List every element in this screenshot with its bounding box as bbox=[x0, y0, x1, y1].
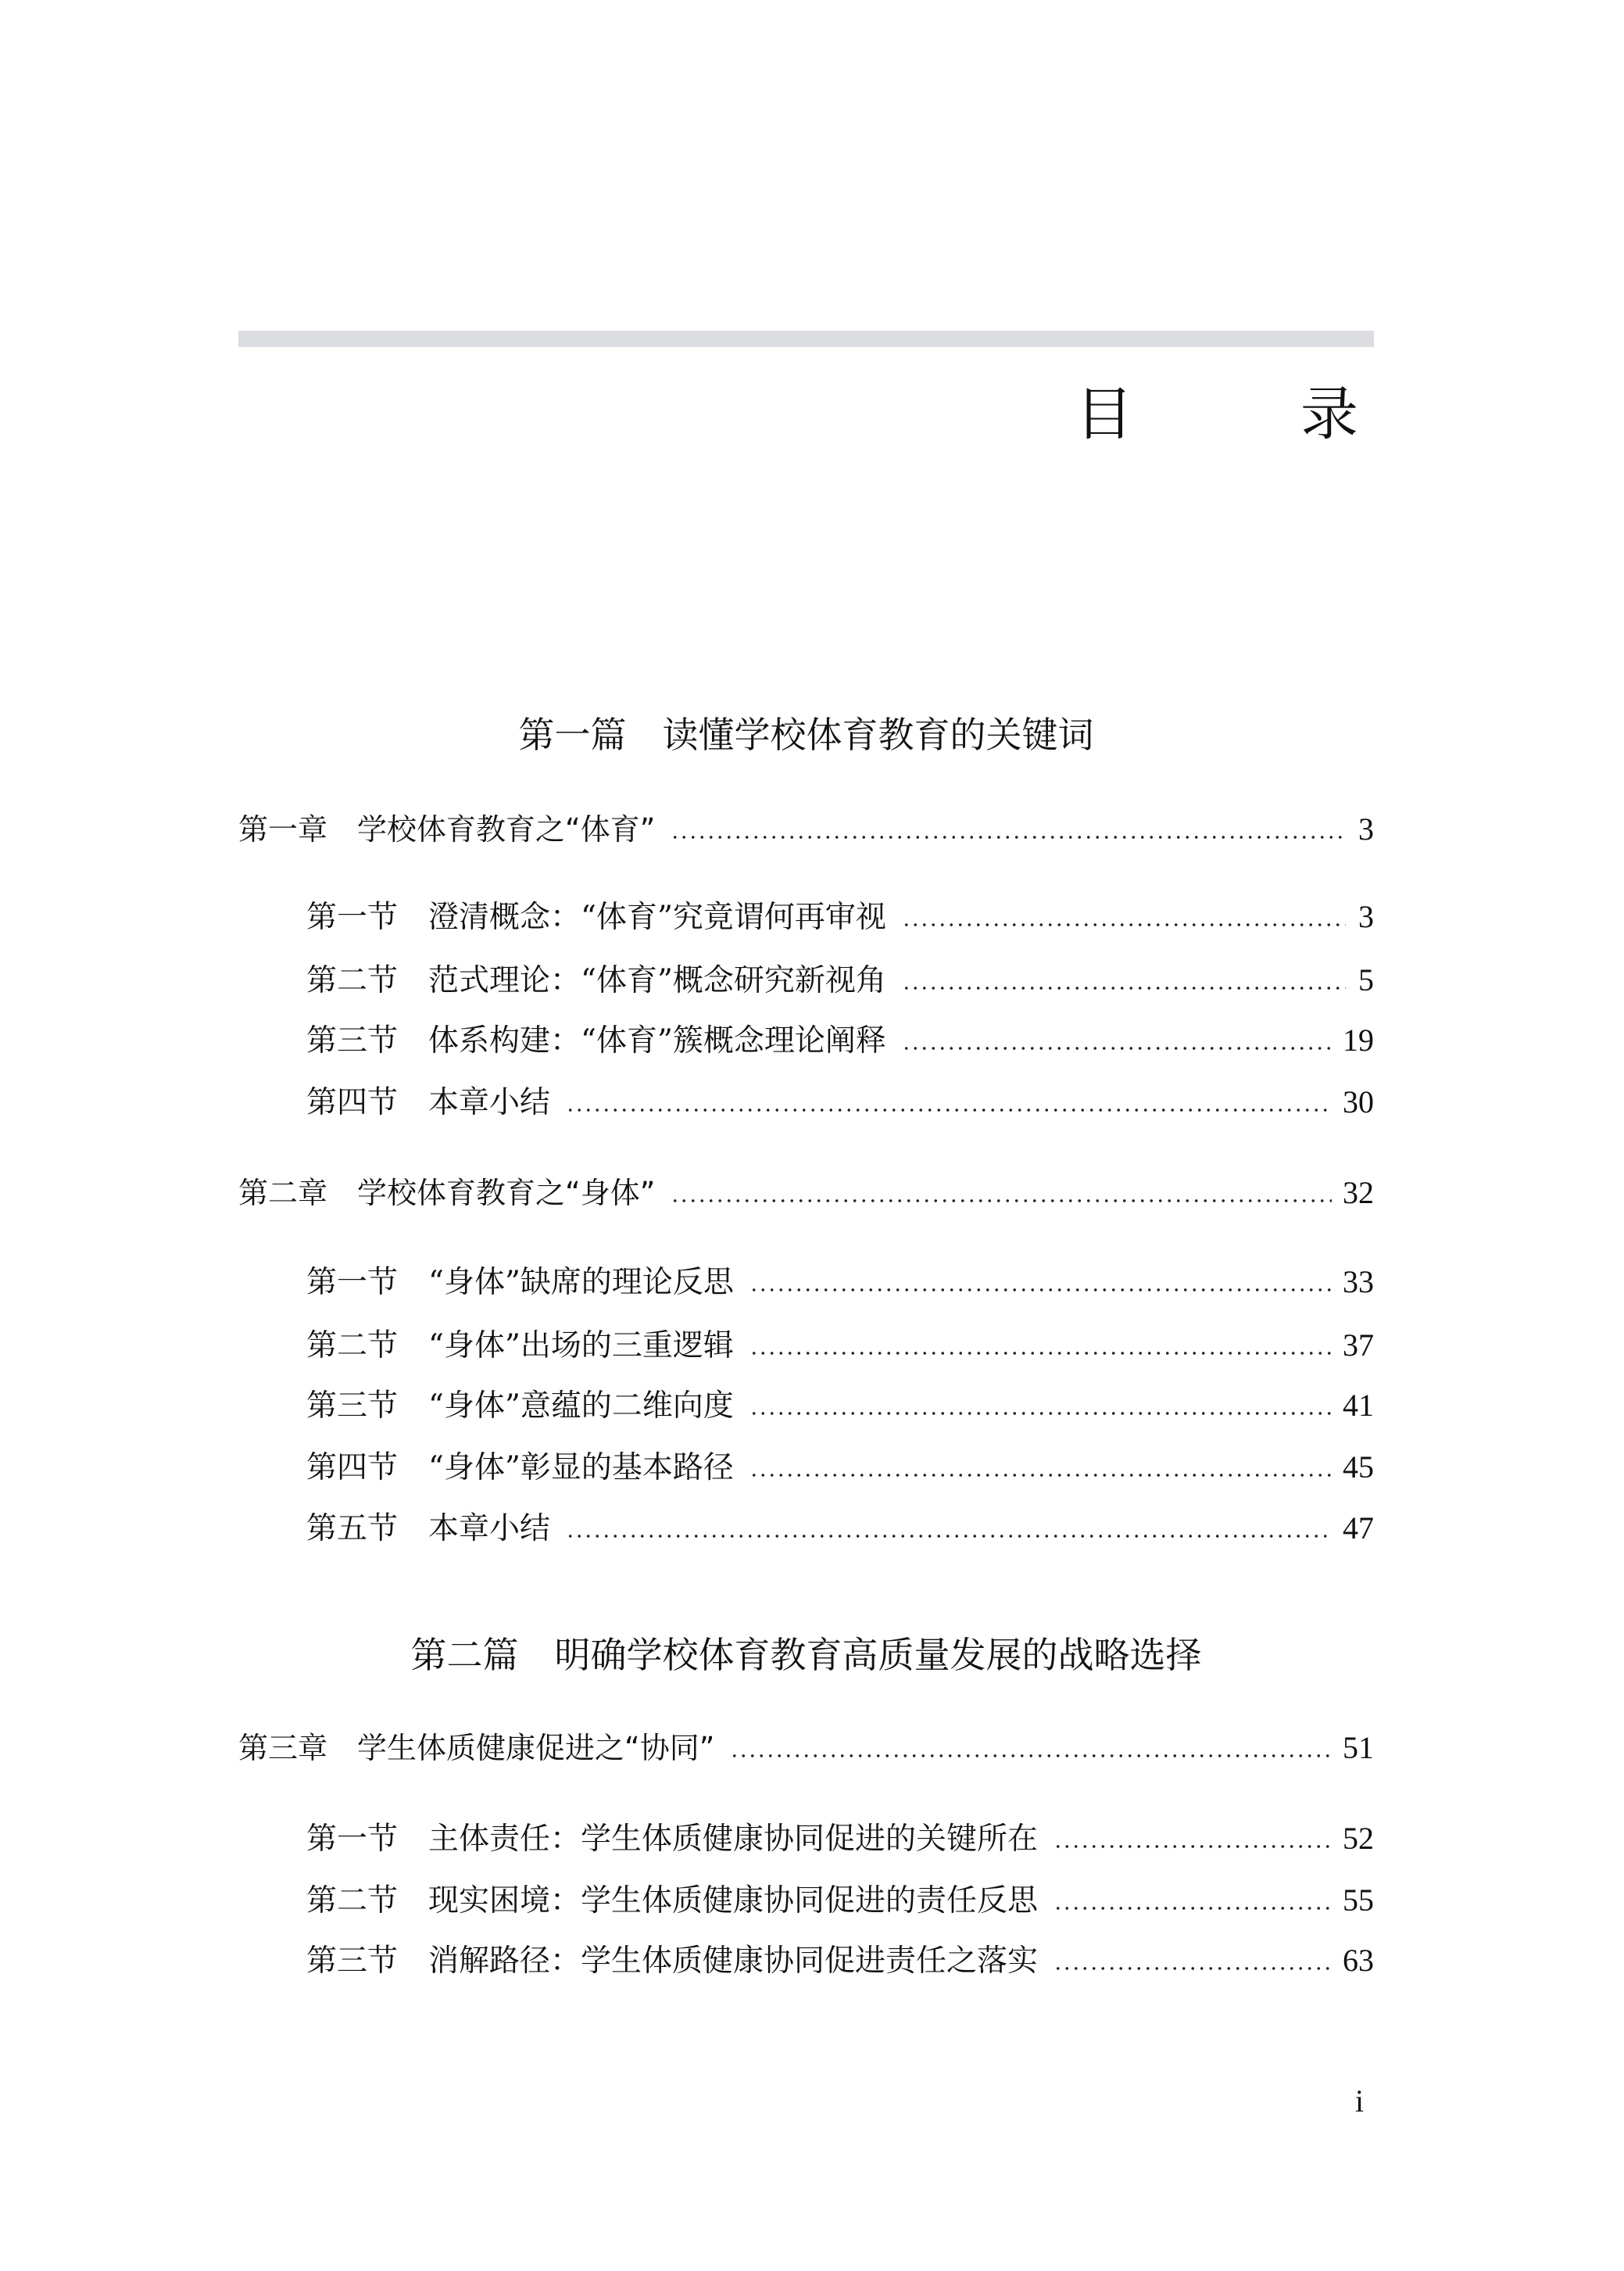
toc-page: 37 bbox=[1343, 1327, 1374, 1363]
toc-page: 63 bbox=[1343, 1943, 1374, 1978]
page-title: 目 录 bbox=[1075, 381, 1413, 448]
part-heading-2: 第二篇 明确学校体育教育高质量发展的战略选择 bbox=[410, 1634, 1202, 1676]
toc-page: 5 bbox=[1358, 962, 1374, 998]
toc-page: 47 bbox=[1343, 1510, 1374, 1546]
part-heading-1: 第一篇 读懂学校体育教育的关键词 bbox=[518, 714, 1094, 756]
dot-leader bbox=[671, 1199, 1332, 1202]
toc-label: 第二章 学校体育教育之“身体” bbox=[238, 1176, 656, 1210]
toc-page: 33 bbox=[1343, 1264, 1374, 1299]
toc-page: 45 bbox=[1343, 1449, 1374, 1485]
toc-label: 第四节 本章小结 bbox=[306, 1085, 551, 1120]
dot-leader bbox=[902, 1047, 1332, 1050]
toc-page: 52 bbox=[1343, 1821, 1374, 1856]
toc-label: 第三节 消解路径：学生体质健康协同促进责任之落实 bbox=[306, 1943, 1039, 1979]
toc-section[interactable] bbox=[306, 1384, 1374, 1427]
toc-label: 第五节 本章小结 bbox=[306, 1511, 551, 1546]
toc-section[interactable] bbox=[306, 895, 1374, 939]
toc-page: 3 bbox=[1358, 811, 1374, 847]
toc-label: 第一节 主体责任：学生体质健康协同促进的关键所在 bbox=[306, 1821, 1039, 1857]
toc-section[interactable] bbox=[306, 1879, 1374, 1922]
toc-section[interactable] bbox=[306, 1260, 1374, 1304]
dot-leader bbox=[1053, 1907, 1332, 1910]
toc-page: 19 bbox=[1343, 1023, 1374, 1058]
toc-section[interactable] bbox=[306, 1445, 1374, 1489]
toc-label: 第二节 “身体”出场的三重逻辑 bbox=[306, 1328, 734, 1363]
toc-page: 41 bbox=[1343, 1388, 1374, 1423]
toc-page: 32 bbox=[1343, 1175, 1374, 1210]
toc-label: 第三节 “身体”意蕴的二维向度 bbox=[306, 1388, 734, 1424]
dot-leader bbox=[730, 1754, 1332, 1757]
toc-section[interactable] bbox=[306, 1080, 1374, 1124]
toc-section[interactable] bbox=[306, 1939, 1374, 1983]
toc-label: 第三章 学生体质健康促进之“协同” bbox=[238, 1731, 715, 1765]
toc-label: 第一章 学校体育教育之“体育” bbox=[238, 812, 656, 847]
toc-section[interactable] bbox=[306, 1817, 1374, 1861]
dot-leader bbox=[749, 1412, 1332, 1415]
toc-page: 51 bbox=[1343, 1730, 1374, 1765]
toc-section[interactable] bbox=[306, 958, 1374, 1002]
dot-leader bbox=[1053, 1967, 1332, 1970]
dot-leader bbox=[749, 1352, 1332, 1355]
toc-page: 55 bbox=[1343, 1882, 1374, 1918]
toc-label: 第二节 范式理论：“体育”概念研究新视角 bbox=[306, 963, 886, 998]
toc-section[interactable] bbox=[306, 1506, 1374, 1550]
toc-label: 第一节 澄清概念：“体育”究竟谓何再审视 bbox=[306, 900, 886, 935]
toc-chapter-2[interactable] bbox=[238, 1171, 1374, 1215]
toc-page: 30 bbox=[1343, 1084, 1374, 1119]
toc-chapter-1[interactable] bbox=[238, 808, 1374, 851]
dot-leader bbox=[566, 1109, 1332, 1112]
toc-section[interactable] bbox=[306, 1324, 1374, 1367]
dot-leader bbox=[566, 1535, 1332, 1538]
toc-label: 第一节 “身体”缺席的理论反思 bbox=[306, 1265, 734, 1300]
dot-leader bbox=[1053, 1845, 1332, 1848]
toc-label: 第三节 体系构建：“体育”簇概念理论阐释 bbox=[306, 1023, 886, 1058]
dot-leader bbox=[749, 1474, 1332, 1477]
header-rule bbox=[238, 331, 1374, 347]
toc-label: 第二节 现实困境：学生体质健康协同促进的责任反思 bbox=[306, 1883, 1039, 1918]
toc-page: 3 bbox=[1358, 899, 1374, 934]
dot-leader bbox=[671, 836, 1346, 839]
page-number: i bbox=[1355, 2083, 1365, 2119]
dot-leader bbox=[902, 923, 1346, 926]
dot-leader bbox=[902, 987, 1346, 990]
toc-section[interactable] bbox=[306, 1019, 1374, 1062]
toc-chapter-3[interactable] bbox=[238, 1726, 1374, 1770]
dot-leader bbox=[749, 1288, 1332, 1291]
toc-label: 第四节 “身体”彰显的基本路径 bbox=[306, 1450, 734, 1485]
